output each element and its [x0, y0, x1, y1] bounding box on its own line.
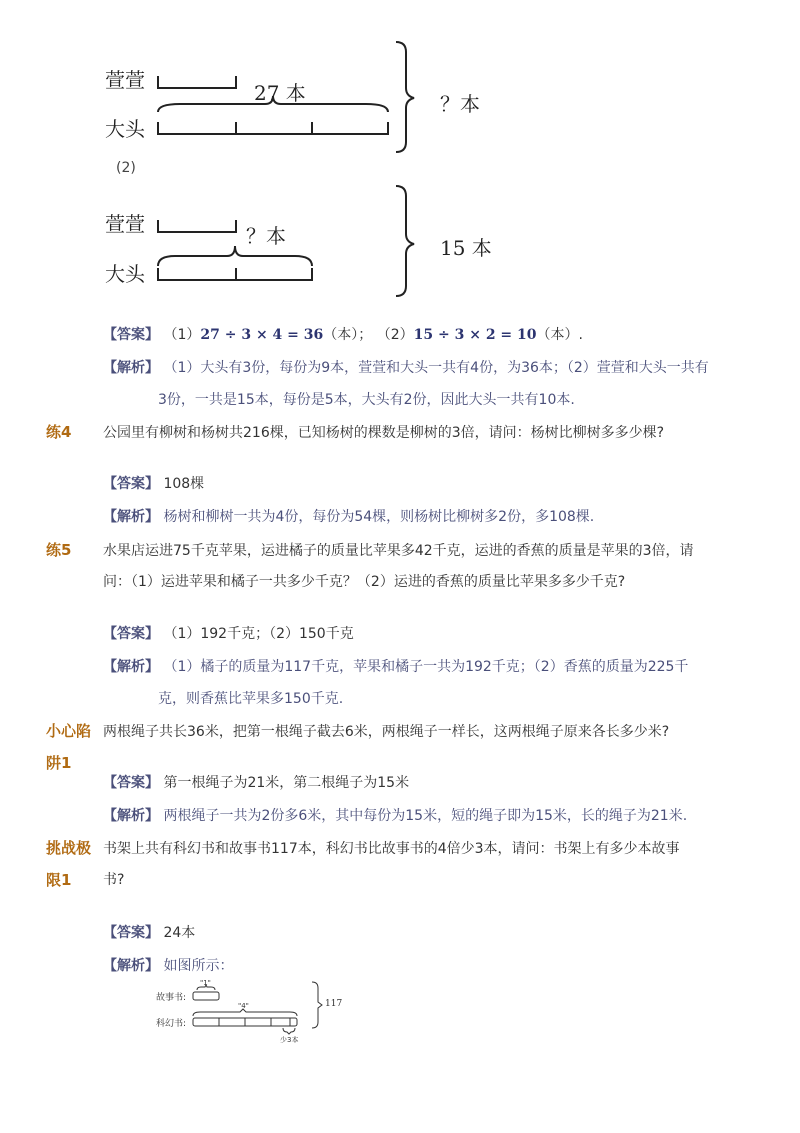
question-text: 公园里有柳树和杨树共216棵，已知杨树的棵数是柳树的3倍，请问：杨树比柳树多多少棵?	[103, 425, 665, 441]
answer-line	[103, 623, 354, 643]
analysis-line2: 克，则香蕉比苹果多150千克.	[158, 691, 344, 707]
diagram2-label-datou: 大头	[105, 262, 145, 286]
analysis-text: （1）橘子的质量为117千克，苹果和橘子一共为192千克；（2）香蕉的质量为225千	[163, 659, 689, 675]
answer-p1-math: 27 ÷ 3 × 4 = 36	[200, 327, 324, 343]
analysis-tag: 【解析】	[103, 509, 159, 525]
question-text: 两根绳子共长36米，把第一根绳子截去6米，两根绳子一样长，这两根绳子原来各长多少米?	[103, 724, 670, 740]
answer-p2-prefix: （2）	[376, 327, 414, 343]
answer-tag: 【答案】	[103, 327, 159, 343]
answer-tag: 【答案】	[103, 476, 159, 492]
analysis-text: 杨树和柳树一共为4份，每份为54棵，则杨树比柳树多2份，多108棵.	[163, 509, 595, 525]
analysis-text: 两根绳子一共为2份多6米，其中每份为15米，短的绳子即为15米，长的绳子为21米.	[163, 808, 688, 824]
question-label: 练5	[46, 541, 72, 559]
answer-line	[103, 772, 409, 792]
diagram2-brace-value: ？本	[246, 224, 286, 248]
question-label-line2: 阱1	[46, 754, 72, 772]
analysis-tag: 【解析】	[103, 958, 159, 974]
prev-analysis-line1	[103, 357, 709, 377]
part2-marker: (2)	[116, 160, 136, 176]
diagram1-label-datou: 大头	[105, 117, 145, 141]
analysis-tag: 【解析】	[103, 360, 159, 376]
answer-text: 24本	[163, 925, 196, 941]
analysis-line	[103, 805, 687, 825]
question-label: 练4	[46, 423, 72, 441]
fig-total: 117	[325, 999, 343, 1009]
question-text-line2: 问：（1）运进苹果和橘子一共多少千克？（2）运进的香蕉的质量比苹果多多少千克?	[103, 574, 626, 590]
analysis-line	[103, 506, 594, 526]
prev-analysis-line2: 3份，一共是15本，每份是5本，大头有2份，因此大头一共有10本.	[158, 392, 575, 408]
analysis-line1	[103, 656, 688, 676]
answer-p2-math: 15 ÷ 3 × 2 = 10	[413, 327, 537, 343]
fig-label-story: 故事书:	[156, 993, 187, 1003]
diagram2-label-xuanxuan: 萱萱	[105, 212, 145, 236]
diagram1-total: ？本	[440, 92, 480, 116]
answer-tag: 【答案】	[103, 775, 159, 791]
answer-p1-unit: （本）；	[323, 327, 373, 343]
question-label-line2: 限1	[46, 871, 72, 889]
answer-text: （1）192千克；（2）150千克	[163, 626, 354, 642]
answer-tag: 【答案】	[103, 626, 159, 642]
analysis-tag: 【解析】	[103, 808, 159, 824]
question-text-line1: 水果店运进75千克苹果，运进橘子的质量比苹果多42千克，运进的香蕉的质量是苹果的3倍，请	[103, 543, 694, 559]
fig-mark-4: "4"	[238, 1002, 249, 1010]
question-label-line1: 小心陷	[46, 722, 92, 740]
answer-line	[103, 922, 195, 942]
analysis-text: 如图所示：	[163, 958, 234, 974]
diagram2-total: 15 本	[440, 236, 492, 260]
analysis-text: （1）大头有3份，每份为9本，萱萱和大头一共有4份，为36本；（2）萱萱和大头一共有	[163, 360, 709, 376]
answer-text: 第一根绳子为21米，第二根绳子为15米	[163, 775, 410, 791]
analysis-tag: 【解析】	[103, 659, 159, 675]
answer-tag: 【答案】	[103, 925, 159, 941]
prev-answer-line	[103, 324, 583, 344]
answer-line	[103, 473, 204, 493]
diagram1-label-xuanxuan: 萱萱	[105, 68, 145, 92]
diagram1-brace-value: 27 本	[254, 81, 306, 105]
analysis-line	[103, 955, 233, 975]
fig-label-scifi: 科幻书:	[156, 1019, 187, 1029]
question-text-line2: 书?	[103, 872, 125, 888]
question-label-line1: 挑战极	[46, 839, 92, 857]
fig-less: 少3本	[280, 1036, 299, 1044]
question-text-line1: 书架上共有科幻书和故事书117本，科幻书比故事书的4倍少3本，请问：书架上有多少本故事	[103, 841, 680, 857]
answer-text: 108棵	[163, 476, 205, 492]
fig-mark-1: "1"	[200, 979, 211, 987]
answer-p1-prefix: （1）	[163, 327, 201, 343]
answer-p2-unit: （本）.	[536, 327, 583, 343]
